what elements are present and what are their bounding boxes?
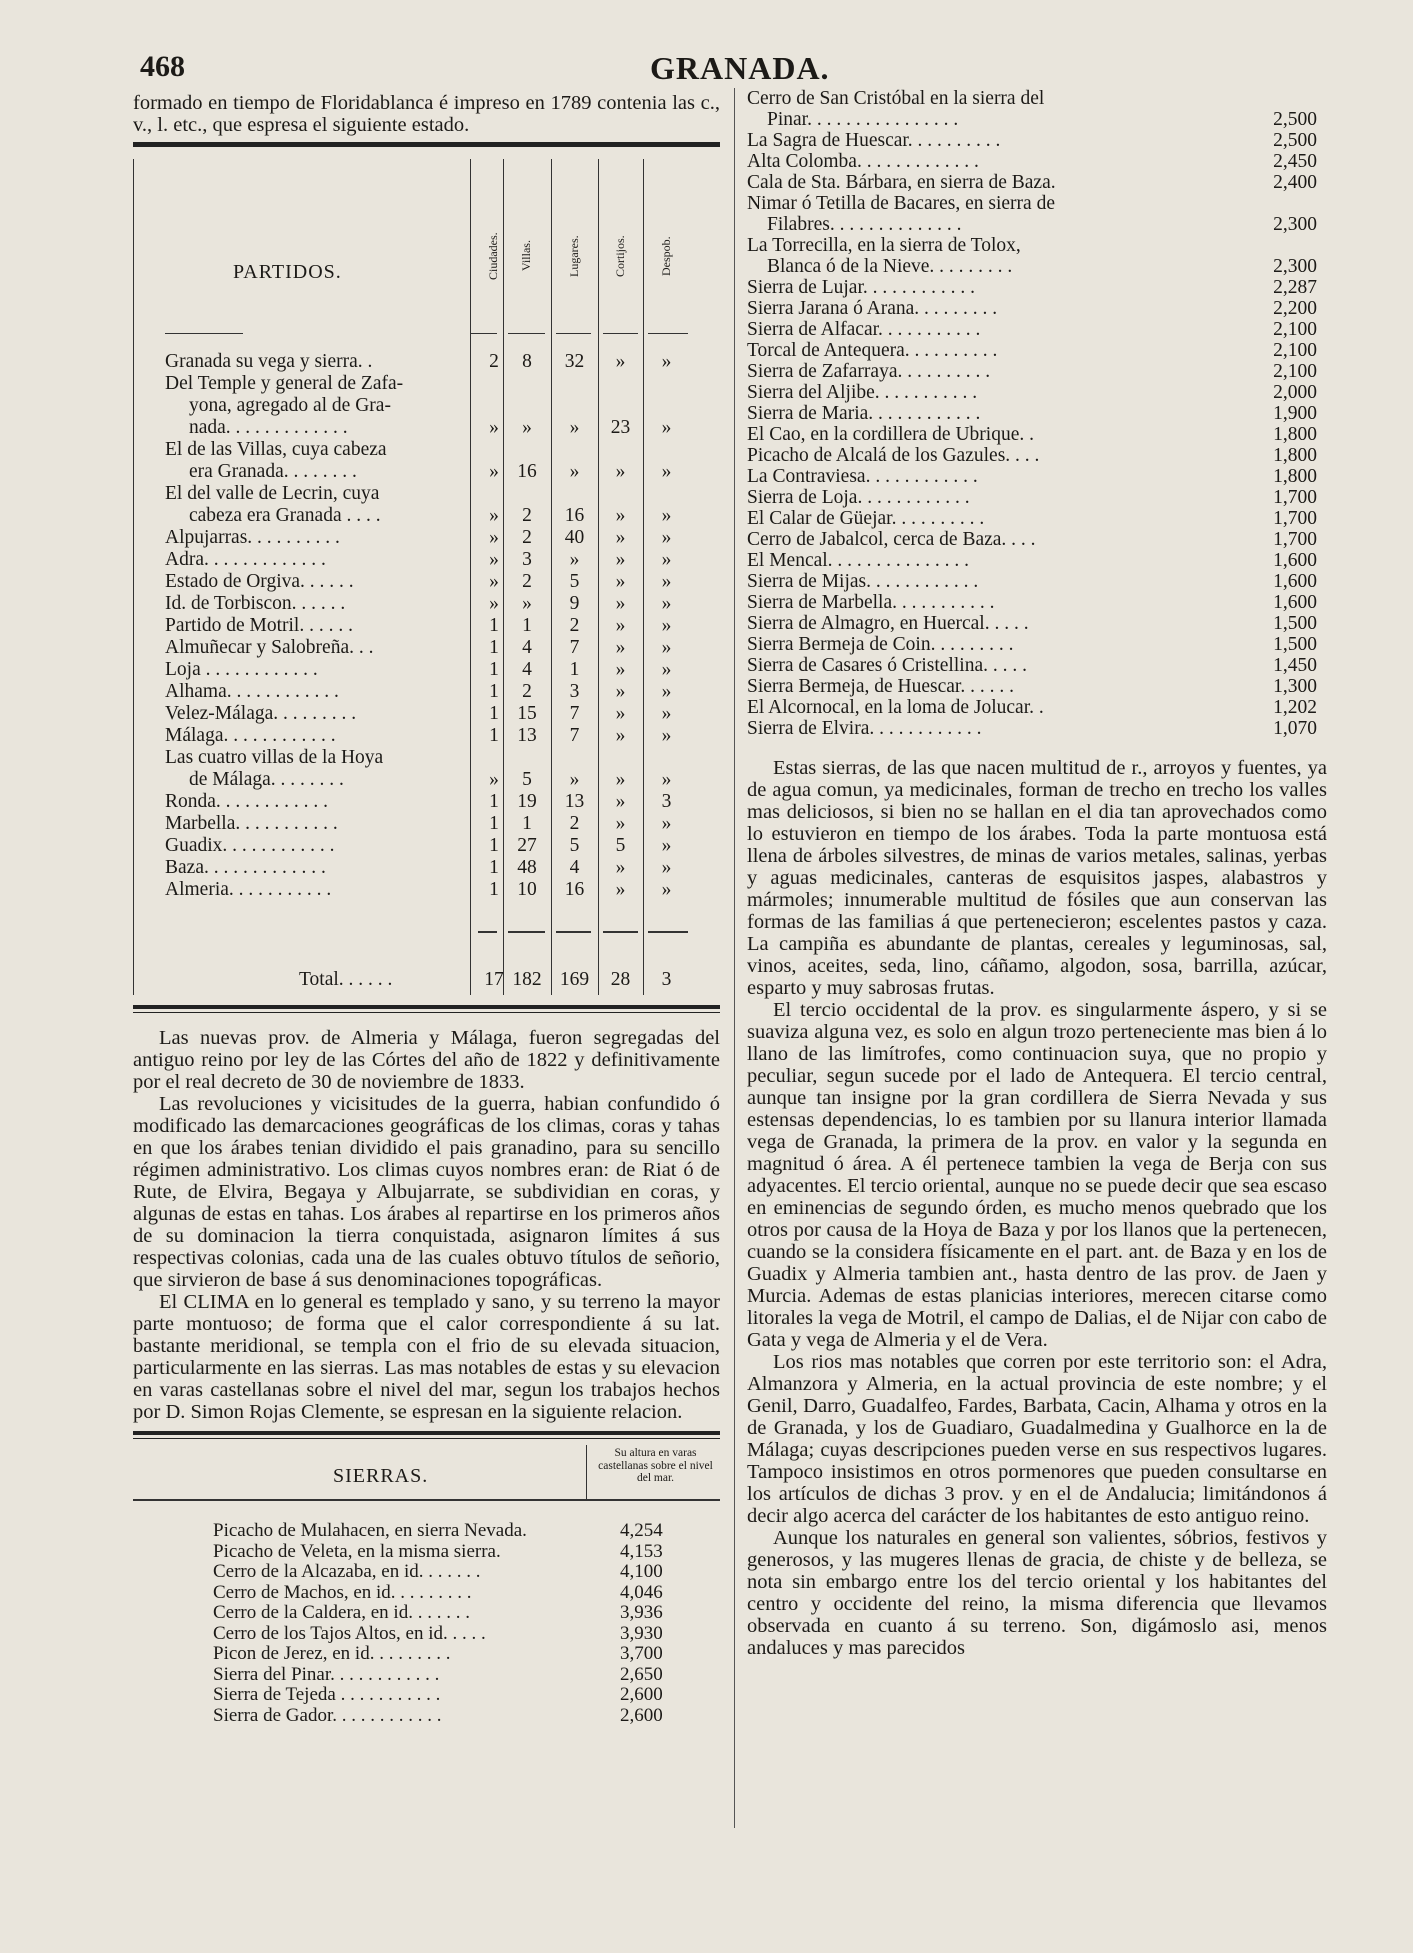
sierra-name: Picacho de Veleta, en la misma sierra. — [213, 1541, 501, 1562]
row-label: Partido de Motril. . . . . . — [165, 615, 353, 636]
row-value: » — [661, 461, 672, 482]
row-value: 16 — [564, 879, 585, 900]
row-label: Almeria. . . . . . . . . . . — [165, 879, 332, 900]
paragraph: El CLIMA en lo general es templado y sano, y su terreno la mayor parte montuoso; de forma que el calor correspondiente á su lat. bastante meridional, se templa con el frio de su elevada situacion, particularmente en las sierras. Las mas notables de estas y su elevacion en varas castellanas sobre el nivel del mar, segun los trabajos hechos por D. Simon Rojas Clemente, se espresan en la siguiente relacion. — [133, 1291, 720, 1423]
row-value: » — [489, 461, 499, 482]
row-value: » — [489, 505, 499, 526]
row-value: » — [661, 351, 672, 372]
row-label: El de las Villas, cuya cabeza — [165, 439, 387, 460]
row-value: 1 — [522, 813, 532, 834]
sierra-name: Picacho de Mulahacen, en sierra Nevada. — [213, 1521, 527, 1541]
partidos-title: PARTIDOS. — [233, 261, 342, 283]
sierra-item — [747, 718, 1327, 739]
row-value: 10 — [517, 879, 537, 900]
total-value: 17 — [484, 969, 504, 990]
row-value: 13 — [564, 791, 585, 812]
row-value: 32 — [564, 351, 585, 372]
sierra-name: Sierra del Pinar. . . . . . . . . . . . — [213, 1664, 440, 1685]
total-rule — [556, 931, 591, 933]
page-title: GRANADA. — [650, 50, 830, 86]
sierra-item-height: 2,300 — [1273, 256, 1317, 277]
row-value: 1 — [489, 659, 499, 680]
sierra-item — [747, 193, 1327, 235]
sierra-item-name: Sierra de Maria. . . . . . . . . . . . — [747, 403, 981, 424]
row-value: 1 — [489, 813, 499, 834]
row-value: » — [615, 659, 626, 680]
row-value: » — [661, 813, 672, 834]
row-value: 5 — [569, 571, 580, 592]
row-value: » — [615, 703, 626, 724]
row-label: Marbella. . . . . . . . . . . — [165, 813, 338, 834]
sierra-item-name: El Alcornocal, en la loma de Jolucar. . — [747, 697, 1044, 718]
row-label: Alhama. . . . . . . . . . . . — [165, 681, 339, 702]
row-value: 4 — [569, 857, 580, 878]
row-label: Guadix. . . . . . . . . . . . — [165, 835, 335, 856]
row-label: nada. . . . . . . . . . . . . — [189, 417, 348, 438]
sierra-item-height: 1,700 — [1273, 487, 1317, 508]
row-label: yona, agregado al de Gra- — [189, 395, 391, 416]
sierra-row — [133, 1624, 720, 1645]
row-value: 1 — [489, 703, 499, 724]
row-value: » — [615, 615, 626, 636]
page-number: 468 — [140, 50, 185, 83]
row-value: » — [569, 461, 580, 482]
sierra-item — [747, 529, 1327, 550]
row-value: 7 — [569, 703, 580, 724]
row-value: 2 — [522, 527, 532, 548]
row-value: 5 — [522, 769, 532, 790]
sierra-item — [747, 424, 1327, 445]
sierra-row — [133, 1583, 720, 1604]
row-label: Baza. . . . . . . . . . . . . — [165, 857, 326, 878]
row-label: Málaga. . . . . . . . . . . . — [165, 725, 336, 746]
sierra-item-name: Cerro de Jabalcol, cerca de Baza. . . . — [747, 529, 1036, 550]
left-column — [133, 92, 720, 1726]
row-value: » — [615, 769, 626, 790]
partidos-table — [133, 151, 720, 1005]
paragraph: Las revoluciones y vicisitudes de la guerra, habian confundido ó modificado las demarcaciones geográficas de los climas, coras y tahas en que los árabes tenian dividido el pais granadino, para su sencillo régimen administrativo. Los climas cuyos nombres eran: de Riat ó de Rute, de Elvira, Begaya y Albujarrate, se subdividian en coras, y algunas de estas en tahas. Los árabes al repartirse en los primeros años de su dominacion la tierra conquistada, asignaron límites á sus respectivas colonias, cada una de las cuales obtuvo títulos de señorio, que sirvieron de base á sus denominaciones topográficas. — [133, 1093, 720, 1291]
sierra-row — [133, 1603, 720, 1624]
row-value: » — [661, 659, 672, 680]
sierra-item-name: Sierra de Almagro, en Huercal. . . . . — [747, 613, 1029, 634]
row-value: » — [522, 417, 532, 438]
row-value: » — [661, 615, 672, 636]
sierra-item-height: 2,100 — [1273, 361, 1317, 382]
row-value: » — [489, 593, 499, 614]
row-value: 40 — [564, 527, 585, 548]
sierras-continued-list — [747, 88, 1327, 739]
row-value: 7 — [569, 725, 580, 746]
sierra-height: 4,153 — [620, 1540, 663, 1562]
sierra-row — [133, 1644, 720, 1665]
sierra-item-name: Sierra de Marbella. . . . . . . . . . . — [747, 592, 995, 613]
row-value: 2 — [569, 615, 580, 636]
sierra-row — [133, 1542, 720, 1563]
row-value: 16 — [564, 505, 585, 526]
row-label: Estado de Orgiva. . . . . . — [165, 571, 354, 592]
row-value: 48 — [517, 857, 537, 878]
row-value: » — [661, 879, 672, 900]
sierra-item-name: Sierra del Aljibe. . . . . . . . . . . — [747, 382, 978, 403]
row-label: Del Temple y general de Zafa- — [165, 373, 404, 394]
sierra-item-name: Alta Colomba. . . . . . . . . . . . . — [747, 151, 979, 172]
row-label: El del valle de Lecrin, cuya — [165, 483, 380, 504]
sierra-item-height: 1,900 — [1273, 403, 1317, 424]
sierra-item-name: Sierra de Loja. . . . . . . . . . . . — [747, 487, 970, 508]
total-rule — [508, 931, 545, 933]
intro-paragraph: formado en tiempo de Floridablanca é impreso en 1789 contenia las c., v., l. etc., que espresa el siguiente estado. — [133, 92, 720, 136]
sierras-rows — [133, 1521, 720, 1726]
sierra-item-height: 1,600 — [1273, 592, 1317, 613]
sierra-item-height: 1,500 — [1273, 634, 1317, 655]
row-value: 2 — [489, 351, 499, 372]
sierra-item — [747, 445, 1327, 466]
sierra-name: Cerro de la Alcazaba, en id. . . . . . . — [213, 1562, 481, 1582]
row-label: Las cuatro villas de la Hoya — [165, 747, 384, 768]
row-value: » — [661, 527, 672, 548]
sierra-item — [747, 172, 1327, 193]
sierra-item-name: La Contraviesa. . . . . . . . . . . . — [747, 466, 978, 487]
table-top-rule — [133, 142, 720, 147]
column-divider — [734, 88, 735, 1828]
sierra-row — [133, 1665, 720, 1686]
column-header: Ciudades. — [486, 232, 500, 280]
row-value: 3 — [522, 549, 532, 570]
row-value: » — [615, 857, 626, 878]
sierras-value-header: Su altura en varas castellanas sobre el nivel del mar. — [598, 1447, 713, 1484]
row-value: 1 — [489, 681, 499, 702]
sierra-item — [747, 697, 1327, 718]
sierra-item — [747, 550, 1327, 571]
total-value: 169 — [559, 969, 590, 990]
sierra-item-height: 2,500 — [1273, 109, 1317, 130]
sierra-name: Cerro de Machos, en id. . . . . . . . . — [213, 1582, 472, 1603]
row-label: Almuñecar y Salobreña. . . — [165, 637, 374, 658]
header-rule — [165, 333, 243, 334]
right-text — [747, 757, 1327, 1659]
sierra-height: 4,254 — [620, 1520, 663, 1541]
paragraph: Los rios mas notables que corren por este territorio son: el Adra, Almanzora y Almeria, en la actual provincia de este nombre; y el Genil, Darro, Guadalfeo, Fardes, Barbata, Cacin, Alhama y otros en la de Granada, y los de Guadiaro, Guadalmedina y Gualhorce en la de Málaga; cuyas descripciones pueden verse en sus respectivos lugares. Tampoco insistimos en otros pormenores que pueden consultarse en los artículos de dichas 3 prov. y en el de Andalucia; limitándonos á decir algo acerca del carácter de los habitantes de esto antiguo reino. — [747, 1351, 1327, 1527]
row-value: » — [615, 725, 626, 746]
sierra-item-height: 1,800 — [1273, 445, 1317, 466]
sierra-item — [747, 634, 1327, 655]
row-label: Loja . . . . . . . . . . . . — [165, 659, 318, 680]
sierra-item-height: 2,100 — [1273, 319, 1317, 340]
row-value: 13 — [517, 725, 537, 746]
row-value: 1 — [489, 835, 499, 856]
row-value: » — [661, 857, 672, 878]
row-value: » — [661, 835, 672, 856]
row-value: 5 — [615, 835, 626, 856]
sierra-item — [747, 613, 1327, 634]
row-value: » — [615, 681, 626, 702]
table-bottom-rule — [133, 1005, 720, 1013]
row-value: 16 — [517, 461, 537, 482]
sierras-table — [133, 1445, 720, 1726]
sierra-item-height: 1,500 — [1273, 613, 1317, 634]
row-value: 19 — [517, 791, 537, 812]
row-value: » — [615, 813, 626, 834]
row-value: » — [661, 725, 672, 746]
row-label: Velez-Málaga. . . . . . . . . — [165, 703, 357, 724]
row-value: » — [569, 549, 580, 570]
row-value: » — [615, 571, 626, 592]
row-value: » — [615, 549, 626, 570]
paragraph: Estas sierras, de las que nacen multitud de r., arroyos y fuentes, ya de agua comun, ya medicinales, forman de trecho en trecho los valles mas deliciosos, si bien no se hallan en el dia tan aprovechados como lo estuvieron en tiempo de los árabes. Toda la parte montuosa está llena de árboles silvestres, de minas de varios metales, salinas, yerbas y aguas medicinales, canteras de esquisitos jaspes, alabastros y mármoles; innumerable multitud de fósiles que aun conservan las formas de las familias á que pertenecieron; escelentes pastos y caza. La campiña es abundante de plantas, cereales y leguminosas, sal, vinos, aceites, seda, lino, cáñamo, algodon, sosa, barrilla, azúcar, esparto y muy sabrosas frutas. — [747, 757, 1327, 999]
sierra-item — [747, 298, 1327, 319]
total-value: 28 — [610, 969, 631, 990]
row-value: 1 — [489, 615, 499, 636]
sierras-top-rule — [133, 1431, 720, 1439]
sierra-item-height: 1,700 — [1273, 529, 1317, 550]
sierra-item-height: 2,500 — [1273, 130, 1317, 151]
sierra-item-height: 1,300 — [1273, 676, 1317, 697]
sierra-name: Cerro de los Tajos Altos, en id. . . . . — [213, 1623, 486, 1644]
left-text — [133, 1027, 720, 1423]
row-value: » — [661, 593, 672, 614]
row-value: » — [489, 769, 499, 790]
right-column — [747, 88, 1327, 1659]
row-value: 1 — [489, 879, 499, 900]
row-value: 7 — [569, 637, 580, 658]
sierra-height: 2,600 — [620, 1684, 663, 1705]
sierra-item-name: Sierra de Lujar. . . . . . . . . . . . — [747, 277, 975, 298]
sierras-header-divider — [586, 1445, 587, 1499]
sierra-item — [747, 655, 1327, 676]
row-value: 27 — [517, 835, 537, 856]
sierra-item-name: La Torrecilla, en la sierra de Tolox, — [747, 235, 1021, 256]
row-label: cabeza era Granada . . . . — [189, 505, 381, 526]
row-value: » — [615, 351, 626, 372]
sierra-item — [747, 676, 1327, 697]
row-value: 2 — [522, 681, 532, 702]
table-column-rule — [133, 159, 134, 995]
header-rule — [648, 333, 688, 334]
sierra-item-name: El Mencal. . . . . . . . . . . . . . . — [747, 550, 970, 571]
row-value: » — [615, 461, 626, 482]
sierra-item — [747, 88, 1327, 130]
total-rule — [603, 931, 638, 933]
sierra-item-height: 2,300 — [1273, 214, 1317, 235]
sierra-item-name: Sierra Bermeja de Coin. . . . . . . . . — [747, 634, 1014, 655]
row-value: » — [661, 703, 672, 724]
paragraph: Aunque los naturales en general son valientes, sóbrios, festivos y generosos, y las mugeres llenas de gracia, de chiste y de belleza, se nota sin embargo entre los del tercio oriental y los habitantes del centro y occidente del reino, la misma diferencia que llevamos observada en cuanto á su terreno. Son, digámoslo asi, menos andaluces y mas parecidos — [747, 1527, 1327, 1659]
sierras-header — [133, 1445, 720, 1501]
sierra-height: 4,100 — [620, 1561, 663, 1582]
row-value: » — [569, 417, 580, 438]
row-value: 1 — [489, 857, 499, 878]
paragraph: Las nuevas prov. de Almeria y Málaga, fueron segregadas del antiguo reino por ley de las Córtes del año de 1822 y definitivamente por el real decreto de 30 de noviembre de 1833. — [133, 1027, 720, 1093]
header-rule — [470, 333, 497, 334]
sierra-row — [133, 1521, 720, 1542]
sierra-item-height: 2,400 — [1273, 172, 1317, 193]
row-value: 1 — [489, 791, 499, 812]
row-value: » — [615, 791, 626, 812]
row-value: 2 — [522, 571, 532, 592]
sierra-item-height: 2,450 — [1273, 151, 1317, 172]
row-value: » — [661, 681, 672, 702]
row-value: 4 — [522, 637, 532, 658]
row-value: 1 — [489, 637, 499, 658]
sierra-height: 3,700 — [620, 1643, 663, 1664]
sierra-item-name: Pinar. . . . . . . . . . . . . . . . — [767, 109, 959, 130]
row-value: » — [661, 505, 672, 526]
sierra-height: 2,650 — [620, 1663, 663, 1685]
paragraph: El tercio occidental de la prov. es singularmente áspero, y si se suaviza alguna vez, es solo en algun trozo perteneciente mas bien á lo llano de las limítrofes, como continuacion suya, que no propio y peculiar, segun sucede por el lado de Antequera. El tercio central, aunque tan insigne por la gran cordillera de Sierra Nevada y sus estensas dependencias, lo es tambien por su llanura interior llamada vega de Granada, la primera de la prov. en valor y la segunda en magnitud ó área. A él pertenece tambien la vega de Berja con sus adyacentes. El tercio oriental, aunque no se puede decir que sea escaso en eminencias de segundo órden, es mucho menos quebrado que los otros por causa de la Hoya de Baza y por los llanos que la pertenecen, cuando se la considera físicamente en el part. ant. de Baza y en los de Guadix y Almeria tambien ant., hasta dentro de las prov. de Jaen y Murcia. Ademas de estas planicias interiores, merecen citarse como litorales la vega de Motril, el campo de Dalias, el de Nijar con cabo de Gata y vega de Almeria y el de Vera. — [747, 999, 1328, 1351]
row-value: » — [661, 637, 672, 658]
sierra-item-height: 2,000 — [1273, 382, 1317, 403]
column-header: Lugares. — [566, 235, 581, 277]
sierra-item — [747, 277, 1327, 298]
row-value: » — [489, 417, 499, 438]
sierra-height: 3,930 — [620, 1622, 663, 1644]
sierra-item-height: 2,100 — [1273, 340, 1317, 361]
column-header: Villas. — [519, 240, 533, 272]
sierra-item-height: 1,600 — [1273, 550, 1317, 571]
sierra-item-name: Cala de Sta. Bárbara, en sierra de Baza. — [747, 172, 1056, 193]
sierra-item-height: 1,450 — [1273, 655, 1317, 676]
sierra-item — [747, 508, 1327, 529]
row-label: Ronda. . . . . . . . . . . . — [165, 791, 329, 812]
sierra-item — [747, 151, 1327, 172]
sierra-item — [747, 571, 1327, 592]
total-value: 3 — [661, 969, 672, 990]
row-value: » — [615, 879, 626, 900]
row-value: » — [661, 417, 672, 438]
sierra-item-height: 1,700 — [1273, 508, 1317, 529]
row-value: » — [661, 571, 672, 592]
row-value: » — [615, 527, 626, 548]
row-value: 3 — [661, 791, 672, 812]
row-value: » — [615, 593, 626, 614]
sierra-height: 4,046 — [620, 1581, 663, 1603]
row-value: 9 — [569, 593, 580, 614]
sierra-item-name: El Cao, en la cordillera de Ubrique. . — [747, 424, 1034, 445]
sierra-item-height: 1,070 — [1273, 718, 1317, 739]
sierras-title: SIERRAS. — [333, 1465, 429, 1487]
row-label: de Málaga. . . . . . . . — [189, 769, 344, 790]
sierra-item-height: 1,800 — [1273, 466, 1317, 487]
sierra-item-name: Sierra de Alfacar. . . . . . . . . . . — [747, 319, 981, 340]
row-value: 3 — [569, 681, 580, 702]
sierra-item — [747, 403, 1327, 424]
sierra-item — [747, 319, 1327, 340]
total-value: 182 — [512, 969, 542, 990]
row-value: » — [489, 571, 499, 592]
sierra-item — [747, 340, 1327, 361]
row-label: Granada su vega y sierra. . — [165, 351, 373, 372]
sierra-item — [747, 487, 1327, 508]
sierra-item-name: Filabres. . . . . . . . . . . . . . — [767, 214, 962, 235]
sierra-row — [133, 1562, 720, 1583]
row-value: 1 — [489, 725, 499, 746]
sierra-item — [747, 235, 1327, 277]
sierra-item-name: Cerro de San Cristóbal en la sierra del — [747, 88, 1045, 109]
total-rule — [648, 931, 688, 933]
total-label: Total. . . . . . — [299, 969, 393, 990]
column-header: Despob. — [658, 236, 673, 276]
row-label: era Granada. . . . . . . . — [189, 461, 357, 482]
sierra-item — [747, 361, 1327, 382]
sierra-item-height: 1,800 — [1273, 424, 1317, 445]
column-header: Cortijos. — [612, 235, 627, 277]
header-rule — [556, 333, 591, 334]
sierra-item-name: Blanca ó de la Nieve. . . . . . . . . — [767, 256, 1013, 277]
sierra-item-height: 2,200 — [1273, 298, 1317, 319]
row-value: 1 — [522, 615, 532, 636]
sierra-item-height: 2,287 — [1273, 277, 1317, 298]
sierra-item-height: 1,202 — [1273, 697, 1317, 718]
sierra-height: 3,936 — [620, 1602, 663, 1623]
page-header — [140, 50, 1340, 90]
sierra-item-name: Sierra Jarana ó Arana. . . . . . . . . — [747, 298, 998, 319]
sierra-item — [747, 382, 1327, 403]
sierra-item-name: El Calar de Güejar. . . . . . . . . . — [747, 508, 985, 529]
sierra-item-name: Sierra de Casares ó Cristellina. . . . . — [747, 655, 1027, 676]
row-value: 1 — [569, 659, 580, 680]
sierra-item — [747, 130, 1327, 151]
header-rule — [603, 333, 638, 334]
row-value: 2 — [522, 505, 532, 526]
sierra-name: Picon de Jerez, en id. . . . . . . . . — [213, 1644, 451, 1664]
sierra-row — [133, 1706, 720, 1727]
sierra-item-name: Sierra de Elvira. . . . . . . . . . . . — [747, 718, 982, 739]
row-label: Adra. . . . . . . . . . . . . — [165, 549, 326, 570]
sierra-name: Sierra de Tejeda . . . . . . . . . . . — [213, 1685, 441, 1705]
row-value: 5 — [569, 835, 580, 856]
sierra-item-name: Picacho de Alcalá de los Gazules. . . . — [747, 445, 1040, 466]
sierra-height: 2,600 — [620, 1704, 663, 1726]
row-value: » — [569, 769, 580, 790]
row-value: » — [522, 593, 532, 614]
sierra-row — [133, 1685, 720, 1706]
row-value: » — [489, 527, 499, 548]
sierra-item — [747, 466, 1327, 487]
row-value: » — [661, 769, 672, 790]
sierra-item-name: La Sagra de Huescar. . . . . . . . . . — [747, 130, 1001, 151]
sierra-item — [747, 592, 1327, 613]
sierra-name: Cerro de la Caldera, en id. . . . . . . — [213, 1603, 470, 1623]
row-value: 8 — [522, 351, 532, 372]
row-label: Alpujarras. . . . . . . . . . — [165, 527, 340, 548]
row-value: 2 — [569, 813, 580, 834]
row-label: Id. de Torbiscon. . . . . . — [165, 593, 346, 614]
row-value: » — [489, 549, 499, 570]
sierra-item-name: Sierra de Mijas. . . . . . . . . . . . — [747, 571, 979, 592]
sierra-item-name: Sierra Bermeja, de Huescar. . . . . . — [747, 676, 1014, 697]
row-value: » — [615, 637, 626, 658]
row-value: 4 — [522, 659, 532, 680]
sierra-item-name: Sierra de Zafarraya. . . . . . . . . . — [747, 361, 991, 382]
row-value: » — [661, 549, 672, 570]
row-value: » — [615, 505, 626, 526]
sierra-item-name: Torcal de Antequera. . . . . . . . . . — [747, 340, 998, 361]
row-value: 23 — [610, 417, 631, 438]
sierra-item-height: 1,600 — [1273, 571, 1317, 592]
row-value: 15 — [517, 703, 537, 724]
sierra-item-name: Nimar ó Tetilla de Bacares, en sierra de — [747, 193, 1055, 214]
total-rule — [478, 931, 497, 933]
sierra-name: Sierra de Gador. . . . . . . . . . . . — [213, 1705, 442, 1726]
header-rule — [508, 333, 545, 334]
